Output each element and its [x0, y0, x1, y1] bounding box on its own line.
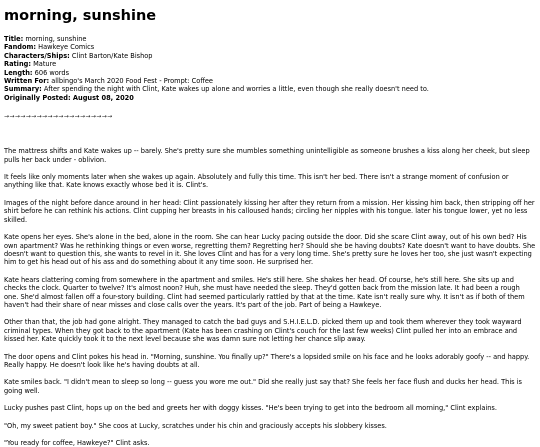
story-paragraph: Kate smiles back. "I didn't mean to sleep so long -- guess you wore me out." Did she really just say that? She feels her face flush and ducks her head. This is going well. [4, 378, 522, 395]
story-paragraph: Images of the night before dance around in her head: Clint passionately kissing her after they return from a mission. Her kissing him back, then stripping off her shirt before he can rethink his actions. Clint cupping her breasts in his calloused hands; circling her nipples with his tongue. later his tongue lower, yet no less skilled. [4, 198, 535, 224]
story-paragraph: The mattress shifts and Kate wakes up -- barely. She's pretty sure she mumbles something unintelligible as someone brushes a kiss along her cheek, but sleep pulls her back under - oblivion. [4, 147, 530, 164]
meta-label: Written For: [4, 77, 50, 86]
meta-rating [4, 60, 536, 68]
meta-summary [4, 85, 536, 93]
meta-value: allbingo's March 2020 Food Fest - Prompt: Coffee [49, 77, 213, 86]
story-paragraph: Lucky pushes past Clint, hops up on the bed and greets her with doggy kisses. "He's been trying to get into the bedroom all morning," Clint explains. [4, 404, 497, 413]
story-body [4, 147, 536, 447]
story-paragraph: The door opens and Clint pokes his head in. "Morning, sunshine. You finally up?" There's a lopsided smile on his face and he looks adorably goofy -- and happy. Really happy. He doesn't look like he's having doubts at all. [4, 352, 530, 369]
meta-label: Length: [4, 68, 33, 77]
work-title: morning, sunshine [4, 8, 157, 24]
section-divider: →→→→→→→→→→→→→→→→→→→→ [4, 113, 113, 121]
story-paragraph: "Oh, my sweet patient boy." She coos at Lucky, scratches under his chin and graciously accepts his slobbery kisses. [4, 421, 387, 430]
meta-written-for [4, 77, 536, 85]
meta-characters [4, 52, 536, 60]
meta-label: Summary: [4, 85, 42, 94]
work-metadata [4, 35, 536, 102]
meta-value: Hawkeye Comics [36, 43, 95, 52]
meta-value: Mature [31, 60, 57, 69]
story-paragraph: Kate opens her eyes. She's alone in the bed, alone in the room. She can hear Lucky pacing outside the door. Did she scare Clint away, out of his own bed? His own apartment? Was he rethinking things or even worse, regretting them? Regretting her? Should she be having doubts? Kate doesn't want to have doubts. She doesn't want to question this, she wants to revel in it. She loves Clint and has for a very long time. She's pretty sure he loves her too, she just wasn't expecting him to get his head out of his ass and do something about it any time soon. He surprised her. [4, 233, 536, 267]
story-paragraph: Kate hears clattering coming from somewhere in the apartment and smiles. He's still here. She shakes her head. Of course, he's still here. She sits up and checks the clock. Quarter to twelve? It's almost noon? Huh, she must have needed the sleep. They'd gotten back from the mission late. It had been a rough one. She'd almost fallen off a four-story building. Clint had seemed particularly rattled by that at the time. Kate isn't really sure why. It isn't as if both of them haven't had their share of near misses and close calls over the years. It's part of the job. Part of being a Hawkeye. [4, 275, 525, 309]
story-paragraph: It feels like only moments later when she wakes up again. Absolutely and fully this time. This isn't her bed. There isn't a strange moment of confusion or anything like that. Kate knows exactly whose bed it is. Clint's. [4, 173, 509, 190]
meta-value: After spending the night with Clint, Kate wakes up alone and worries a little, even though she really doesn't need to. [41, 85, 429, 94]
meta-title [4, 35, 536, 43]
story-paragraph: "You ready for coffee, Hawkeye?" Clint asks. [4, 439, 150, 447]
story-paragraph: Other than that, the job had gone alright. They managed to catch the bad guys and S.H.I.E.L.D. picked them up and took them wherever they took wayward criminal types. When they got back to the apartment (Kate has been crashing on Clint's couch for the last few weeks) Clint pulled her into an embrace and kissed her. Kate quickly took it to the next level because she was damn sure not letting her chance slip away. [4, 318, 522, 344]
meta-value: morning, sunshine [23, 35, 87, 43]
meta-label: Title: [4, 35, 24, 43]
meta-label: Originally Posted: August 08, 2020 [4, 93, 134, 102]
meta-label: Fandom: [4, 43, 37, 52]
meta-label: Rating: [4, 60, 31, 69]
meta-posted [4, 94, 536, 102]
meta-value: Clint Barton/Kate Bishop [69, 51, 153, 60]
meta-length [4, 69, 536, 77]
meta-label: Characters/Ships: [4, 51, 70, 60]
meta-fandom [4, 43, 536, 51]
meta-value: 606 words [32, 68, 69, 77]
